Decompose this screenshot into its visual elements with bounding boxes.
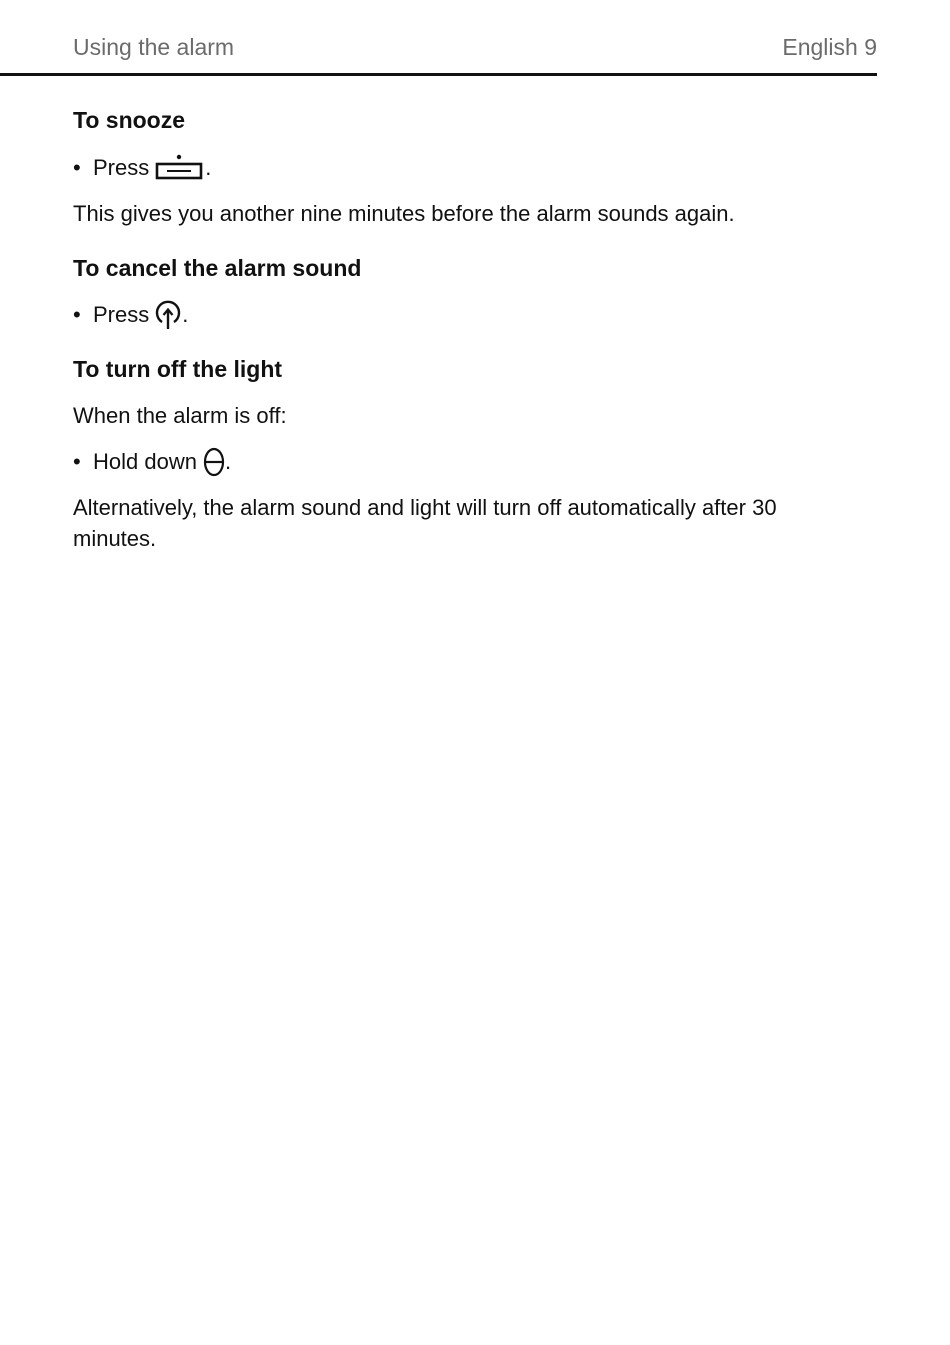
section-title-snooze: To snooze — [73, 107, 186, 133]
bullet-period: . — [205, 155, 212, 180]
section-title-light: To turn off the light — [73, 356, 283, 382]
power-button-icon — [154, 300, 182, 330]
bullet-cancel — [73, 299, 863, 330]
bullet-period: . — [224, 449, 232, 474]
snooze-button-icon — [155, 154, 205, 182]
bullet-dot: • — [73, 449, 81, 474]
light-intro: When the alarm is off: — [73, 403, 287, 428]
minus-button-icon — [203, 447, 225, 477]
bullet-period: . — [182, 302, 189, 327]
bullet-text: Press — [93, 302, 150, 327]
bullet-dot: • — [73, 155, 81, 180]
bullet-snooze — [73, 152, 863, 183]
bullet-text: Press — [93, 155, 150, 180]
snooze-note: This gives you another nine minutes before the alarm sounds again. — [73, 201, 735, 226]
light-note: Alternatively, the alarm sound and light will turn off automatically after 30 minutes. — [73, 495, 777, 551]
bullet-text: Hold down — [93, 449, 197, 474]
section-title-cancel: To cancel the alarm sound — [73, 255, 362, 281]
bullet-light — [73, 446, 863, 477]
bullet-dot: • — [73, 302, 81, 327]
header-section-title: Using the alarm — [73, 34, 235, 60]
page-header — [0, 0, 877, 76]
page-content — [73, 104, 863, 554]
header-page-label: English 9 — [782, 34, 877, 60]
